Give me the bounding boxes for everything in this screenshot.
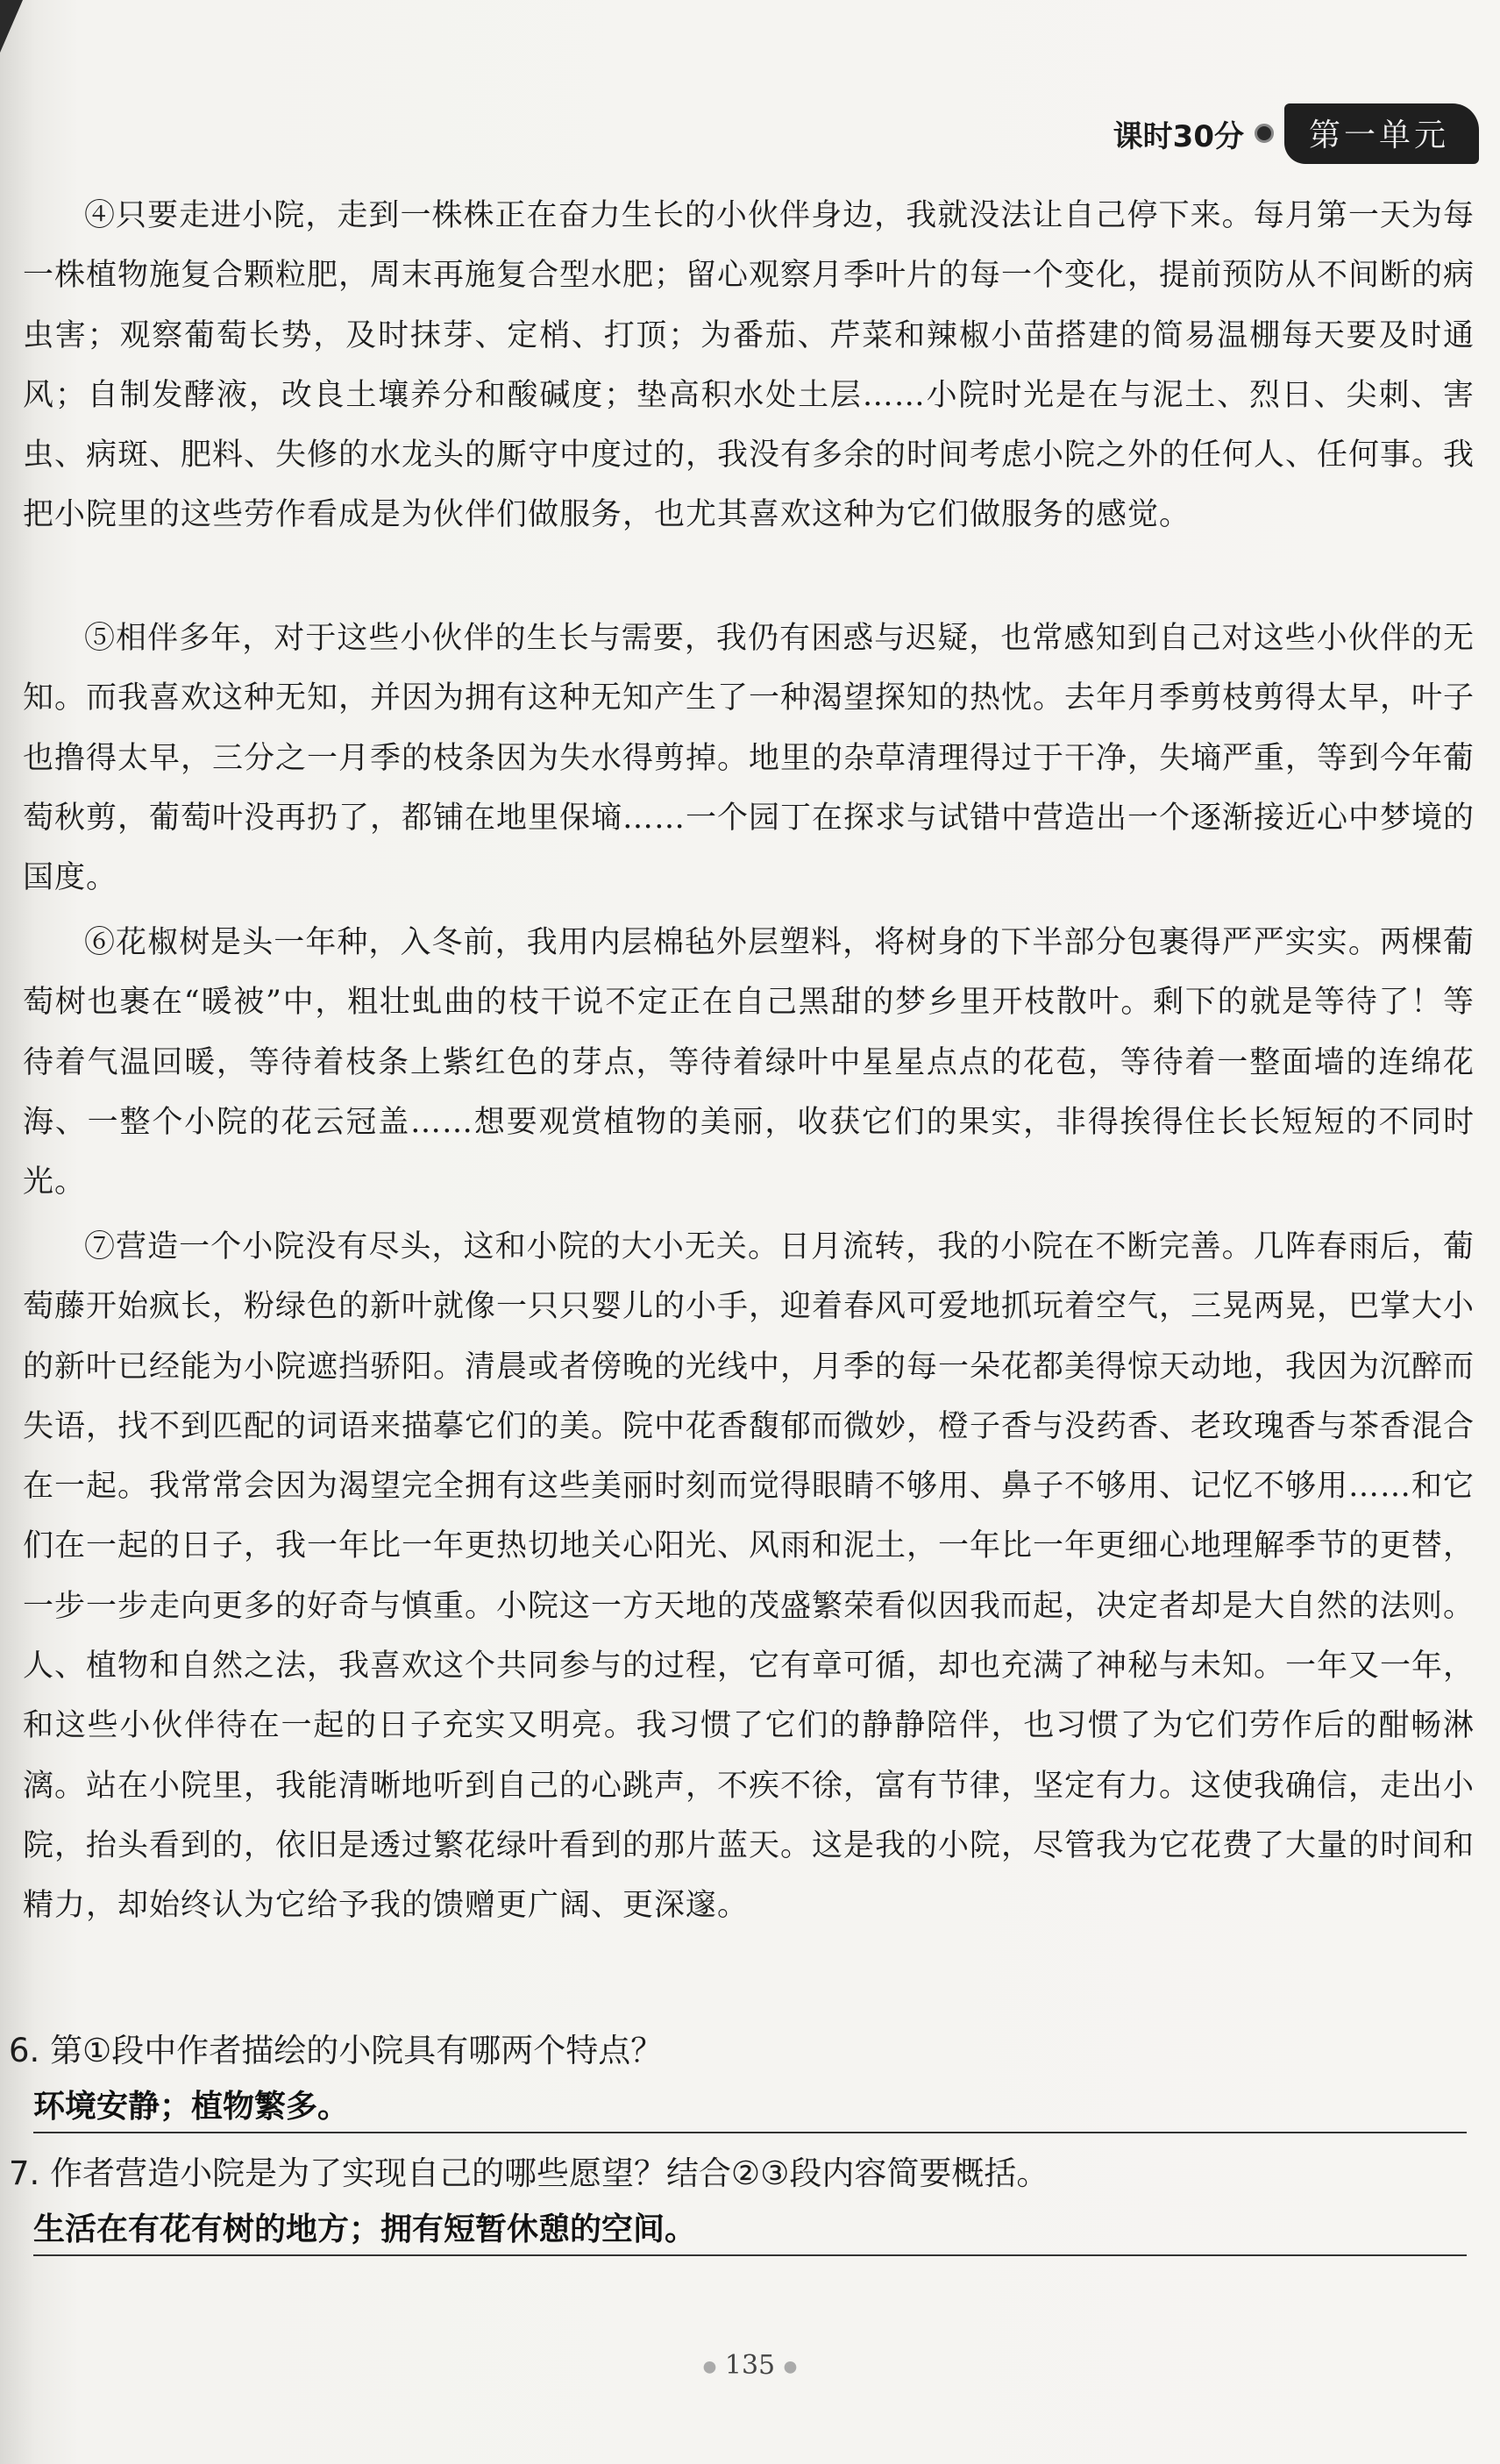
header-title: 课时30分 [1113, 118, 1244, 154]
question-7: 7. 作者营造小院是为了实现自己的哪些愿望？结合②③段内容简要概括。 [9, 2154, 1049, 2192]
page-header [1113, 98, 1479, 168]
page-number: ● 135 ● [702, 2350, 798, 2381]
page-corner-shadow [0, 0, 23, 53]
article-body [23, 186, 1475, 1995]
question-6: 6. 第①段中作者描绘的小院具有哪两个特点？ [9, 2032, 664, 2069]
paragraph-7: ⑦营造一个小院没有尽头，这和小院的大小无关。日月流转，我的小院在不断完善。几阵春雨后，葡萄藤开始疯长，粉绿色的新叶就像一只只婴儿的小手，迎着春风可爱地抓玩着空气，三晃两晃，巴掌大小的新叶已经能为小院遮挡骄阳。清晨或者傍晚的光线中，月季的每一朵花都美得惊天动地，我因为沉醉而失语，找不到匹配的词语来描摹它们的美。院中花香馥郁而微妙，橙子香与没药香、老玫瑰香与茶香混合在一起。我常常会因为渴望完全拥有这些美丽时刻而觉得眼睛不够用、鼻子不够用、记忆不够用……和它们在一起的日子，我一年比一年更热切地关心阳光、风雨和泥土，一年比一年更细心地理解季节的更替，一步一步走向更多的好奇与慎重。小院这一方天地的茂盛繁荣看似因我而起，决定者却是大自然的法则。人、植物和自然之法，我喜欢这个共同参与的过程，它有章可循，却也充满了神秘与未知。一年又一年，和这些小伙伴待在一起的日子充实又明亮。我习惯了它们的静静陪伴，也习惯了为它们劳作后的酣畅淋漓。站在小院里，我能清晰地听到自己的心跳声，不疾不徐，富有节律，坚定有力。这使我确信，走出小院，抬头看到的，依旧是透过繁花绿叶看到的那片蓝天。这是我的小院，尽管我为它花费了大量的时间和精力，却始终认为它给予我的馈赠更广阔、更深邃。 [23, 1229, 1475, 1924]
page-number-value: 135 [724, 2350, 776, 2381]
paragraph-5: ⑤相伴多年，对于这些小伙伴的生长与需要，我仍有困惑与迟疑，也常感知到自己对这些小伙伴的无知。而我喜欢这种无知，并因为拥有这种无知产生了一种渴望探知的热忱。去年月季剪枝剪得太早，叶子也撸得太早，三分之一月季的枝条因为失水得剪掉。地里的杂草清理得过于干净，失墒严重，等到今年葡萄秋剪，葡萄叶没再扔了，都铺在地里保墒……一个园丁在探求与试错中营造出一个逐渐接近心中梦境的国度。 [23, 621, 1475, 896]
header-bullet-icon [1255, 124, 1274, 143]
paragraph-4: ④只要走进小院，走到一株株正在奋力生长的小伙伴身边，我就没法让自己停下来。每月第一天为每一株植物施复合颗粒肥，周末再施复合型水肥；留心观察月季叶片的每一个变化，提前预防从不间断的病虫害；观察葡萄长势，及时抹芽、定梢、打顶；为番茄、芹菜和辣椒小苗搭建的简易温棚每天要及时通风；自制发酵液，改良土壤养分和酸碱度；垫高积水处土层……小院时光是在与泥土、烈日、尖刺、害虫、病斑、肥料、失修的水龙头的厮守中度过的，我没有多余的时间考虑小院之外的任何人、任何事。我把小院里的这些劳作看成是为伙伴们做服务，也尤其喜欢这种为它们做服务的感觉。 [23, 198, 1475, 533]
answer-7: 生活在有花有树的地方；拥有短暂休憩的空间。 [33, 2204, 1467, 2256]
answer-6: 环境安静；植物繁多。 [33, 2082, 1467, 2133]
unit-badge: 第一单元 [1284, 103, 1479, 164]
paragraph-6: ⑥花椒树是头一年种，入冬前，我用内层棉毡外层塑料，将树身的下半部分包裹得严严实实。两棵葡萄树也裹在“暖被”中，粗壮虬曲的枝干说不定正在自己黑甜的梦乡里开枝散叶。剩下的就是等待了！等待着气温回暖，等待着枝条上紫红色的芽点，等待着绿叶中星星点点的花苞，等待着一整面墙的连绵花海、一整个小院的花云冠盖……想要观赏植物的美丽，收获它们的果实，非得挨得住长长短短的不同时光。 [23, 925, 1475, 1200]
